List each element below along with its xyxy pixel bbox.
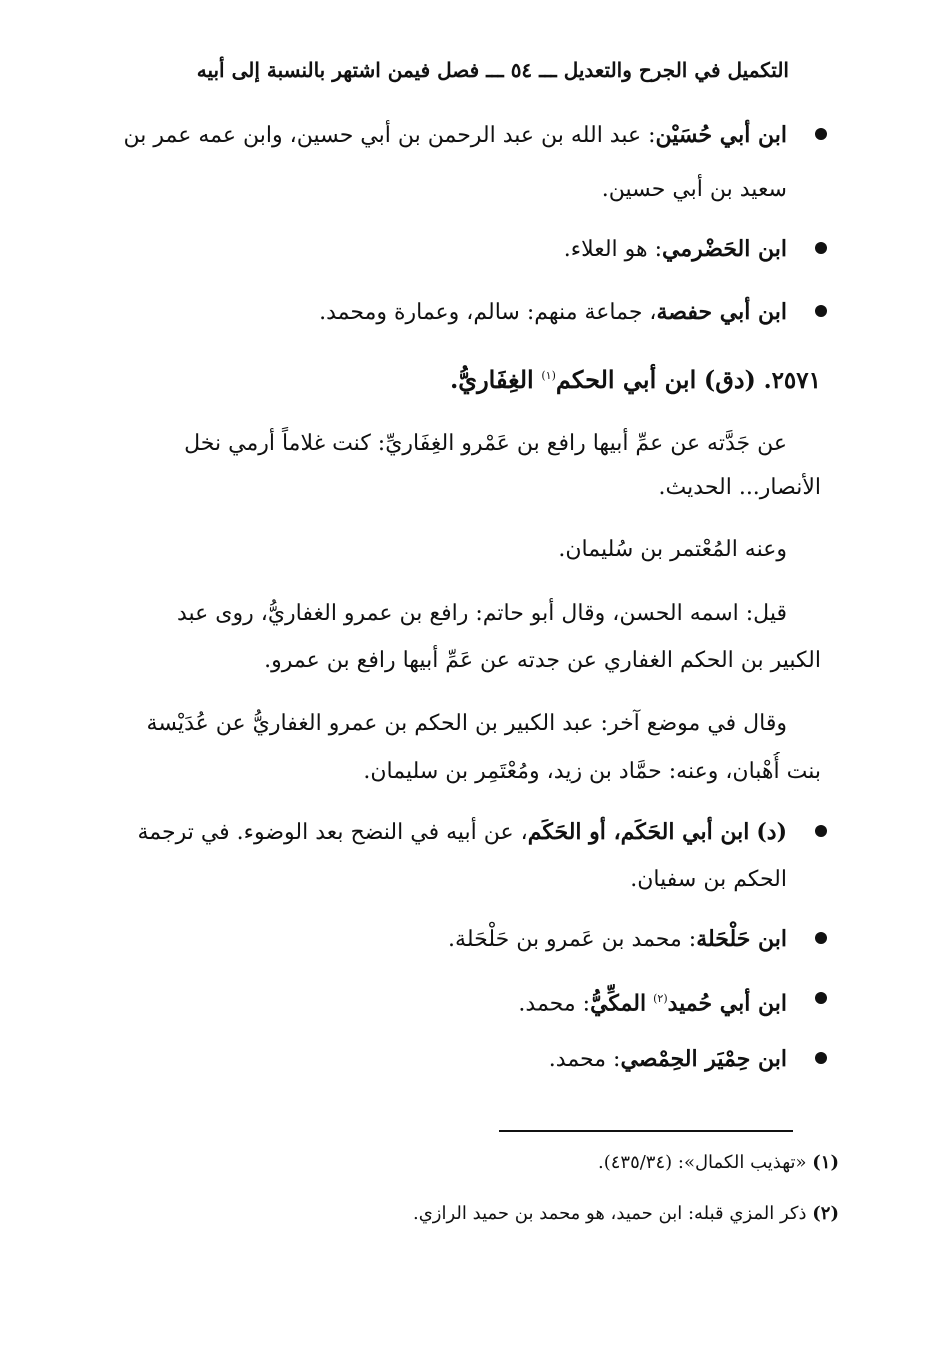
entry-nisba: المكِّيُّ xyxy=(590,990,647,1017)
bullet-icon xyxy=(815,1052,827,1064)
entry-text: : محمد. xyxy=(518,991,591,1017)
footnote-number: (٢) xyxy=(812,1203,839,1224)
paragraph-line xyxy=(124,594,787,634)
header-book-title: التكميل في الجرح والتعديل xyxy=(563,58,789,82)
paragraph-line xyxy=(124,468,821,508)
bullet-icon xyxy=(815,825,827,837)
bullet-icon xyxy=(815,242,827,254)
header-dash: ـــ xyxy=(486,58,504,82)
entry-line xyxy=(124,919,787,960)
paragraph-text: وعنه المُعْتمر بن سُليمان. xyxy=(558,537,787,562)
entry-text: : هو العلاء. xyxy=(563,237,662,262)
paragraph-line xyxy=(124,424,787,464)
bullet-icon xyxy=(815,128,827,140)
entry-line xyxy=(124,860,787,900)
header-section-title: فصل فيمن اشتهر بالنسبة إلى أبيه xyxy=(196,58,480,82)
entry-name: ابن أبي حفصة xyxy=(656,299,787,325)
entry-number: ٢٥٧١. xyxy=(763,367,821,394)
header-dash: ـــ xyxy=(532,58,557,82)
footnote xyxy=(300,1198,839,1230)
running-header xyxy=(140,50,789,90)
bullet-icon xyxy=(815,932,827,944)
entry-nisba: الغِفَاريُّ. xyxy=(449,365,534,394)
paragraph-text: بنت أُهْبان، وعنه: حمَّاد بن زيد، ومُعْتَمِر بن سليمان. xyxy=(363,759,821,784)
entry-line xyxy=(124,812,787,853)
numbered-entry-heading xyxy=(124,356,821,401)
footnote-ref: (١) xyxy=(541,369,556,382)
paragraph-text: وقال في موضع آخر: عبد الكبير بن الحكم بن عمرو الغفاريُّ عن عُدَيْسة xyxy=(146,711,787,736)
paragraph-line xyxy=(124,641,821,681)
entry-line xyxy=(124,292,787,333)
footnote-number: (١) xyxy=(812,1152,839,1173)
paragraph-text: الكبير بن الحكم الغفاري عن جدته عن عَمِّ أبيها رافع بن عمرو. xyxy=(264,648,821,673)
paragraph-line xyxy=(124,752,821,792)
footnote-text: «تهذيب الكمال»: (٤٣٥/٣٤). xyxy=(597,1152,807,1173)
entry-text: : محمد. xyxy=(548,1047,621,1072)
entry-text: سعيد بن أبي حسين. xyxy=(601,177,787,202)
entry-name: ابن حِمْيَر الحِمْصي xyxy=(620,1046,787,1072)
entry-name: ابن أبي حُميد xyxy=(667,990,787,1017)
entry-line xyxy=(124,979,787,1024)
entry-name: ابن الحَضْرمي xyxy=(662,236,787,262)
bullet-icon xyxy=(815,992,827,1004)
paragraph-line xyxy=(124,530,787,570)
entry-line xyxy=(124,115,787,156)
entry-text: ، جماعة منهم: سالم، وعمارة ومحمد. xyxy=(319,300,657,325)
bullet-icon xyxy=(815,305,827,317)
entry-code: (د) xyxy=(756,819,787,845)
entry-text: الحكم بن سفيان. xyxy=(630,867,787,892)
paragraph-line xyxy=(124,704,787,744)
entry-name: ابن حَلْحَلة xyxy=(696,926,787,952)
entry-text: ، عن أبيه في النضح بعد الوضوء. في ترجمة xyxy=(137,820,528,845)
entry-line xyxy=(124,229,787,270)
entry-name: ابن أبي الحَكَم، أو الحَكَم xyxy=(527,819,750,845)
footnote-ref: (٢) xyxy=(653,992,668,1005)
entry-line xyxy=(124,170,787,210)
entry-text: : محمد بن عَمرو بن حَلْحَلة. xyxy=(448,927,697,952)
header-page-number: ٥٤ xyxy=(510,58,533,82)
paragraph-text: عن جَدَّته عن عمِّ أبيها رافع بن عَمْرو الغِفَاريِّ: كنت غلاماً أرمي نخل xyxy=(184,431,787,456)
entry-text: : عبد الله بن عبد الرحمن بن أبي حسين، وابن عمه عمر بن xyxy=(124,123,656,148)
footnote-divider xyxy=(499,1130,793,1132)
footnote-text: ذكر المزي قبله: ابن حميد، هو محمد بن حميد الرازي. xyxy=(413,1203,807,1224)
entry-name: ابن أبي الحكم xyxy=(555,365,697,394)
paragraph-text: الأنصار... الحديث. xyxy=(658,475,821,500)
entry-code: (دق) xyxy=(703,365,756,394)
entry-name: ابن أبي حُسَيْن xyxy=(655,122,787,148)
footnote xyxy=(300,1147,839,1179)
paragraph-text: قيل: اسمه الحسن، وقال أبو حاتم: رافع بن عمرو الغفاريُّ، روى عبد xyxy=(176,601,787,626)
entry-line xyxy=(124,1039,787,1080)
